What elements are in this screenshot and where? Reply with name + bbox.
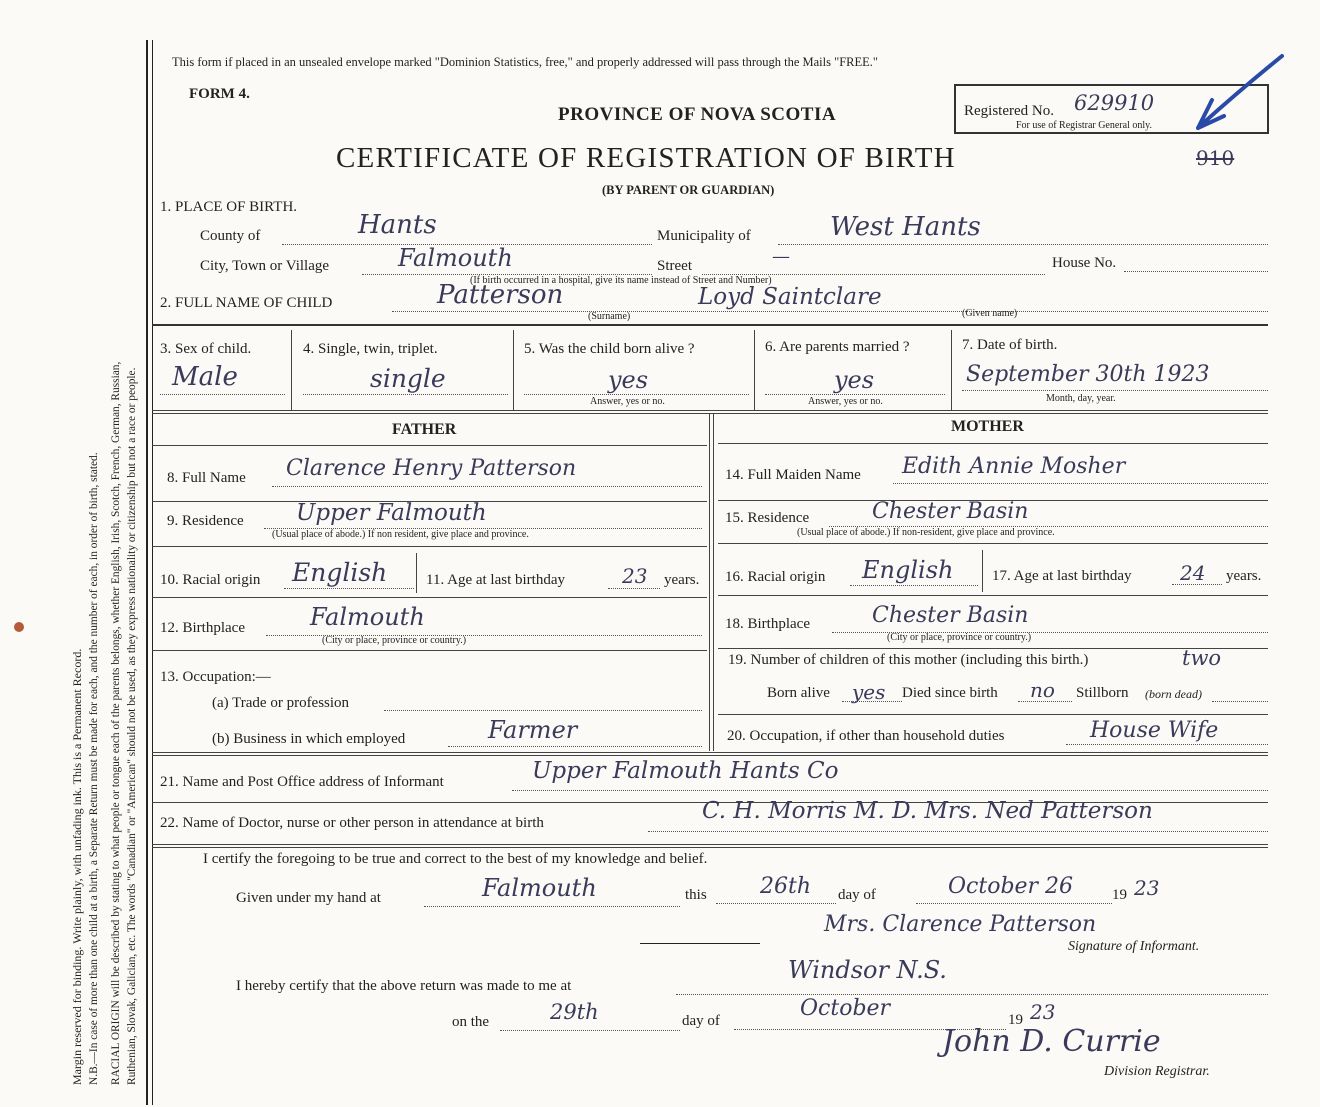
father-age-label: 11. Age at last birthday <box>426 572 565 588</box>
sex-label: 3. Sex of child. <box>160 341 252 357</box>
given-under-hand-label: Given under my hand at <box>236 890 381 906</box>
registered-number-label: Registered No. <box>964 103 1054 119</box>
registered-number-value: 629910 <box>1074 91 1155 115</box>
parents-married-label: 6. Are parents married ? <box>765 339 910 355</box>
multiple-birth-value: single <box>370 364 446 393</box>
hospital-note: (If birth occurred in a hospital, give its name instead of Street and Number) <box>470 275 772 286</box>
child-surname-value: Patterson <box>437 280 564 310</box>
doctor-label: 22. Name of Doctor, nurse or other person in attendance at birth <box>160 815 544 831</box>
father-racial-origin-label: 10. Racial origin <box>160 572 261 588</box>
informant-signature-caption: Signature of Informant. <box>1068 939 1200 954</box>
registration-day-value: 29th <box>550 1000 599 1024</box>
municipality-value: West Hants <box>830 212 981 242</box>
house-number-label: House No. <box>1052 255 1117 271</box>
margin-note-racial-origin: RACIAL ORIGIN will be described by stating to what people or tongue each of the parents belongs, whether English, Irish, Scotch, French, German, Russian, <box>110 361 122 1085</box>
died-since-birth-value: no <box>1030 678 1055 702</box>
mother-children-value: two <box>1182 646 1222 670</box>
margin-rule-inner <box>152 40 153 1105</box>
given-name-caption: (Given name) <box>962 308 1018 319</box>
given-place-value: Falmouth <box>482 874 597 902</box>
father-racial-origin-value: English <box>292 558 388 587</box>
mail-notice: This form if placed in an unsealed envelope marked "Dominion Statistics, free," and properly addressed will pass through the Mails "FREE." <box>172 55 879 69</box>
check-mark-icon <box>1190 50 1290 135</box>
mother-birthplace-value: Chester Basin <box>872 603 1029 628</box>
given-year-prefix: 19 <box>1112 887 1127 903</box>
father-age-unit: years. <box>664 572 700 588</box>
county-label: County of <box>200 228 261 244</box>
date-of-birth-value: September 30th 1923 <box>966 362 1210 387</box>
registrar-note: For use of Registrar General only. <box>1016 120 1152 131</box>
father-heading: FATHER <box>392 421 457 438</box>
mother-occupation-value: House Wife <box>1090 718 1219 743</box>
day-of-label: day of <box>838 887 876 903</box>
mother-heading: MOTHER <box>951 418 1024 435</box>
registrar-place-value: Windsor N.S. <box>788 956 947 984</box>
multiple-birth-label: 4. Single, twin, triplet. <box>303 341 438 357</box>
margin-note-racial-origin-cont: Ruthenian, Slovak, Galician, etc. The words "Canadian" or "American" should not be used, as they express nationality or citizenship but not a race or people. <box>126 367 138 1085</box>
given-day-value: 26th <box>760 874 812 899</box>
mother-residence-label: 15. Residence <box>725 510 810 526</box>
parents-married-caption: Answer, yes or no. <box>808 396 883 407</box>
father-residence-value: Upper Falmouth <box>296 500 487 526</box>
parents-married-value: yes <box>834 366 875 394</box>
father-residence-caption: (Usual place of abode.) If non resident, give place and province. <box>272 529 529 540</box>
mother-birthplace-caption: (City or place, province or country.) <box>887 632 1032 643</box>
certify-statement: I certify the foregoing to be true and correct to the best of my knowledge and belief. <box>203 851 708 867</box>
business-label: (b) Business in which employed <box>212 731 406 747</box>
date-of-birth-label: 7. Date of birth. <box>962 337 1058 353</box>
margin-rule <box>146 40 148 1105</box>
mother-age-label: 17. Age at last birthday <box>992 568 1132 584</box>
business-value: Farmer <box>488 716 578 744</box>
mother-name-label: 14. Full Maiden Name <box>725 467 861 483</box>
born-alive-count-value: yes <box>852 680 886 704</box>
occupation-label: 13. Occupation:— <box>160 669 271 685</box>
born-alive-value: yes <box>608 366 649 394</box>
born-alive-count-label: Born alive <box>767 685 830 701</box>
stillborn-label: Stillborn <box>1076 685 1129 701</box>
form-number: FORM 4. <box>189 86 250 102</box>
mother-birthplace-label: 18. Birthplace <box>725 616 810 632</box>
born-alive-label: 5. Was the child born alive ? <box>524 341 695 357</box>
father-birthplace-caption: (City or place, province or country.) <box>322 635 467 646</box>
mother-residence-caption: (Usual place of abode.) If non-resident, give place and province. <box>797 527 1055 538</box>
margin-note-binding: Margin reserved for binding. Write plainly, with unfading ink. This is a Permanent Record. <box>70 648 84 1085</box>
registration-month-value: October <box>800 996 891 1021</box>
mother-residence-value: Chester Basin <box>872 499 1029 524</box>
on-the-label: on the <box>452 1014 490 1030</box>
child-given-name-value: Loyd Saintclare <box>698 284 882 310</box>
mother-occupation-label: 20. Occupation, if other than household duties <box>727 728 1005 744</box>
mother-name-value: Edith Annie Mosher <box>902 454 1126 479</box>
father-name-label: 8. Full Name <box>167 470 246 486</box>
given-year-value: 23 <box>1134 876 1160 900</box>
registration-year-value: 23 <box>1030 1000 1056 1024</box>
child-name-label: 2. FULL NAME OF CHILD <box>160 295 333 311</box>
surname-caption: (Surname) <box>588 311 631 322</box>
given-month-value: October 26 <box>948 874 1074 899</box>
mother-racial-origin-label: 16. Racial origin <box>725 569 826 585</box>
registrar-signature: John D. Currie <box>942 1024 1161 1059</box>
certificate-title: CERTIFICATE OF REGISTRATION OF BIRTH <box>336 142 956 174</box>
father-age-value: 23 <box>622 564 648 588</box>
margin-note-multiple-births: N.B.—In case of more than one child at a birth, a Separate Return must be made for each, and the number of each, in order of birth, stated. <box>88 452 100 1085</box>
date-of-birth-caption: Month, day, year. <box>1046 393 1116 404</box>
informant-value: Upper Falmouth Hants Co <box>532 758 839 784</box>
registrar-signature-caption: Division Registrar. <box>1104 1064 1210 1079</box>
certificate-subtitle: (BY PARENT OR GUARDIAN) <box>602 183 775 197</box>
place-of-birth-heading: 1. PLACE OF BIRTH. <box>160 199 298 215</box>
father-birthplace-value: Falmouth <box>310 603 425 631</box>
doctor-value: C. H. Morris M. D. Mrs. Ned Patterson <box>702 798 1153 824</box>
trade-label: (a) Trade or profession <box>212 695 350 711</box>
corner-number: 910 <box>1196 146 1235 170</box>
registration-year-prefix: 19 <box>1008 1012 1023 1028</box>
born-alive-caption: Answer, yes or no. <box>590 396 665 407</box>
registrar-statement: I hereby certify that the above return was made to me at <box>236 978 572 994</box>
municipality-label: Municipality of <box>657 228 751 244</box>
father-name-value: Clarence Henry Patterson <box>286 456 577 481</box>
punch-hole <box>14 622 24 632</box>
stillborn-caption: (born dead) <box>1145 687 1202 701</box>
mother-children-label: 19. Number of children of this mother (including this birth.) <box>728 652 1089 668</box>
street-value: — <box>772 246 790 267</box>
this-label: this <box>685 887 707 903</box>
sex-value: Male <box>172 362 238 392</box>
informant-signature: Mrs. Clarence Patterson <box>824 912 1097 937</box>
mother-racial-origin-value: English <box>862 556 954 584</box>
registration-day-of-label: day of <box>682 1013 720 1029</box>
informant-label: 21. Name and Post Office address of Informant <box>160 774 444 790</box>
street-label: Street <box>657 258 692 274</box>
binding-margin <box>0 0 150 1107</box>
province-heading: PROVINCE OF NOVA SCOTIA <box>558 104 837 125</box>
mother-age-value: 24 <box>1180 561 1206 585</box>
county-value: Hants <box>358 210 437 240</box>
died-since-birth-label: Died since birth <box>902 685 998 701</box>
father-residence-label: 9. Residence <box>167 513 244 529</box>
city-label: City, Town or Village <box>200 258 330 274</box>
city-value: Falmouth <box>398 244 513 272</box>
father-birthplace-label: 12. Birthplace <box>160 620 245 636</box>
mother-age-unit: years. <box>1226 568 1262 584</box>
